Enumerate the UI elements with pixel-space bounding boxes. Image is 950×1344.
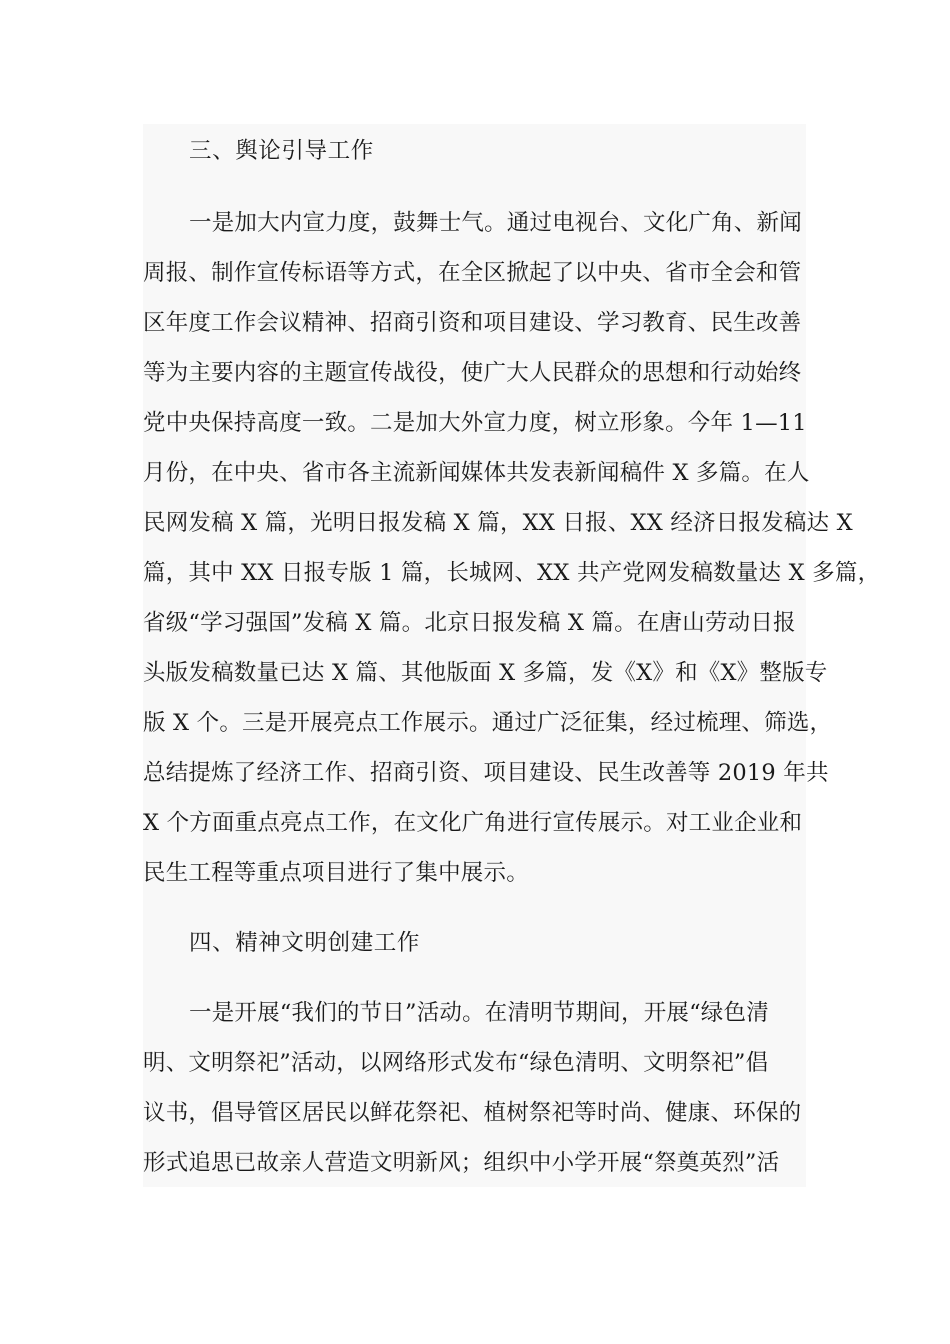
- paragraph-line: 月份，在中央、省市各主流新闻媒体共发表新闻稿件 X 多篇。在人: [143, 460, 810, 486]
- section-heading-spiritual-civilization: 四、精神文明创建工作: [189, 930, 421, 956]
- paragraph-line: 总结提炼了经济工作、招商引资、项目建设、民生改善等 2019 年共: [143, 760, 829, 786]
- paragraph-line: 区年度工作会议精神、招商引资和项目建设、学习教育、民生改善: [143, 310, 802, 336]
- paragraph-line: 民生工程等重点项目进行了集中展示。: [143, 860, 529, 886]
- paragraph-line: 民网发稿 X 篇，光明日报发稿 X 篇，XX 日报、XX 经济日报发稿达 X: [143, 510, 853, 536]
- paragraph-line: 篇，其中 XX 日报专版 1 篇，长城网、XX 共产党网发稿数量达 X 多篇，: [143, 560, 881, 586]
- paragraph-line: 形式追思已故亲人营造文明新风；组织中小学开展“祭奠英烈”活: [143, 1150, 780, 1176]
- document-page: [143, 124, 881, 1187]
- paragraph-line: 版 X 个。三是开展亮点工作展示。通过广泛征集，经过梳理、筛选，: [143, 710, 833, 736]
- paragraph-line: 党中央保持高度一致。二是加大外宣力度，树立形象。今年 1—11: [143, 410, 807, 436]
- paragraph-line: 一是开展“我们的节日”活动。在清明节期间，开展“绿色清: [189, 1000, 769, 1026]
- section-heading-public-opinion: 三、舆论引导工作: [189, 138, 374, 164]
- paragraph-line: 等为主要内容的主题宣传战役，使广大人民群众的思想和行动始终: [143, 360, 802, 386]
- paragraph-line: 周报、制作宣传标语等方式，在全区掀起了以中央、省市全会和管: [143, 260, 802, 286]
- paragraph-line: 一是加大内宣力度，鼓舞士气。通过电视台、文化广角、新闻: [189, 210, 802, 236]
- paragraph-line: 省级“学习强国”发稿 X 篇。北京日报发稿 X 篇。在唐山劳动日报: [143, 610, 796, 636]
- paragraph-line: 明、文明祭祀”活动，以网络形式发布“绿色清明、文明祭祀”倡: [143, 1050, 769, 1076]
- paragraph-line: X 个方面重点亮点工作，在文化广角进行宣传展示。对工业企业和: [143, 810, 803, 836]
- paragraph-line: 议书，倡导管区居民以鲜花祭祀、植树祭祀等时尚、健康、环保的: [143, 1100, 802, 1126]
- paragraph-line: 头版发稿数量已达 X 篇、其他版面 X 多篇，发《X》和《X》整版专: [143, 660, 828, 686]
